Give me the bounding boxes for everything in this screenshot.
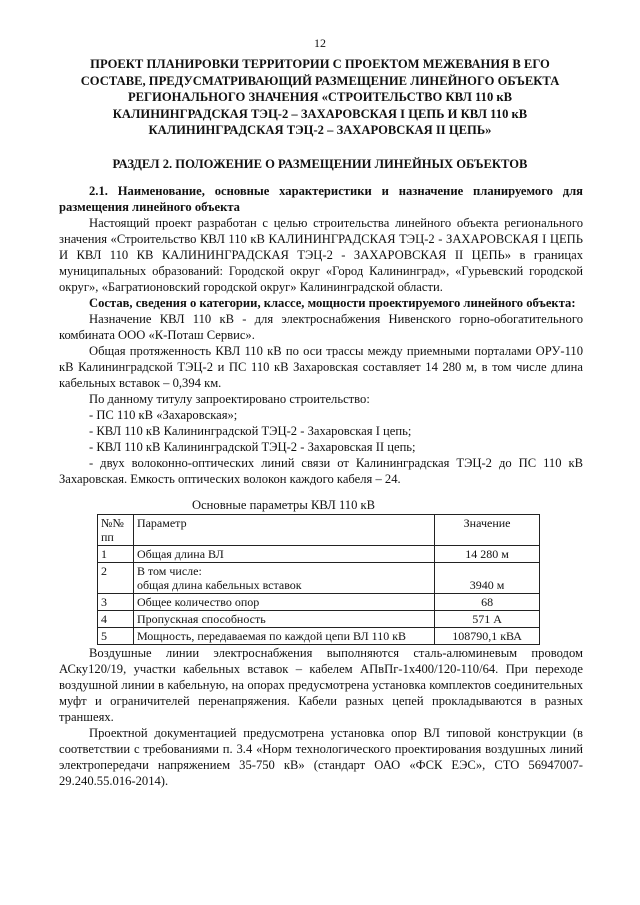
- header-cell-number: №№ пп: [98, 515, 134, 546]
- row-parameter: Пропускная способность: [133, 611, 434, 628]
- document-body: [59, 183, 583, 789]
- title-line: КАЛИНИНГРАДСКАЯ ТЭЦ-2 – ЗАХАРОВСКАЯ II ЦЕПЬ»: [148, 123, 492, 138]
- row-parameter: [133, 563, 434, 594]
- row-value: 14 280 м: [435, 546, 540, 563]
- list-item: - ПС 110 кВ «Захаровская»;: [89, 408, 238, 422]
- row-number: 3: [98, 594, 134, 611]
- row-number: 2: [98, 563, 134, 594]
- row-parameter-line: В том числе:: [136, 564, 202, 578]
- row-parameter: Мощность, передаваемая по каждой цепи ВЛ 110 кВ: [133, 628, 434, 645]
- list-item: - КВЛ 110 кВ Калининградской ТЭЦ-2 - Захаровская II цепь;: [89, 440, 416, 454]
- row-number: 1: [98, 546, 134, 563]
- row-value: 68: [435, 594, 540, 611]
- table-row: [98, 563, 540, 594]
- section-title: РАЗДЕЛ 2. ПОЛОЖЕНИЕ О РАЗМЕЩЕНИИ ЛИНЕЙНЫХ ОБЪЕКТОВ: [112, 157, 528, 171]
- row-value: 108790,1 кВА: [435, 628, 540, 645]
- row-parameter-line: общая длина кабельных вставок: [136, 578, 302, 592]
- paragraph-purpose: Назначение КВЛ 110 кВ - для электроснабжения Нивенского горно-обогатительного комбината ООО «К-Поташ Сервис».: [59, 312, 583, 342]
- row-parameter: Общее количество опор: [133, 594, 434, 611]
- table-row: [98, 611, 540, 628]
- paragraph-construction-intro: По данному титулу запроектировано строительство:: [89, 392, 370, 406]
- title-line: КАЛИНИНГРАДСКАЯ ТЭЦ-2 – ЗАХАРОВСКАЯ I ЦЕПЬ И КВЛ 110 кВ: [112, 106, 528, 121]
- document-title: [56, 56, 584, 139]
- paragraph-length: Общая протяженность КВЛ 110 кВ по оси трассы между приемными порталами ОРУ-110 кВ Калининградской ТЭЦ-2 и ПС 110 кВ Захаровская составляет 14 280 м, в том числе длина кабельных вставок – 0,394 км.: [59, 344, 583, 390]
- page-number: 12: [314, 36, 326, 50]
- title-line: ПРОЕКТ ПЛАНИРОВКИ ТЕРРИТОРИИ С ПРОЕКТОМ МЕЖЕВАНИЯ В ЕГО: [90, 57, 550, 71]
- paragraph-cables: Воздушные линии электроснабжения выполняются сталь-алюминевым проводом АСку120/19, участки кабельных вставок – кабелем АПвПг-1х400/120-110/64. При переходе воздушной линии в кабельную, на опорах предусмотрена установка комплектов соединительных муфт и ограничителей перенапряжения. Кабели разных цепей прокладываются в разных траншеях.: [59, 646, 583, 724]
- row-number: 5: [98, 628, 134, 645]
- table-caption: Основные параметры КВЛ 110 кВ: [192, 498, 376, 512]
- paragraph-supports: Проектной документацией предусмотрена установка опор ВЛ типовой конструкции (в соответствии с требованиями п. 3.4 «Норм технологического проектирования воздушных линий электропередачи напряжением 35-750 кВ» (стандарт ОАО «ФСК ЕЭС», СТО 56947007-29.240.55.016-2014).: [59, 726, 583, 788]
- paragraph-intro: Настоящий проект разработан с целью строительства линейного объекта регионального значения «Строительство КВЛ 110 кВ КАЛИНИНГРАДСКАЯ ТЭЦ-2 - ЗАХАРОВСКАЯ I ЦЕПЬ И КВЛ 110 КВ КАЛИНИНГРАДСКАЯ ТЭЦ-2 - ЗАХАРОВСКАЯ II ЦЕПЬ» в границах муниципальных образований: Городской округ «Город Калининград», «Гурьевский городской округ», «Багратионовский городской округ» Калининградской области.: [59, 216, 583, 294]
- table-header-row: [98, 515, 540, 546]
- title-line: РЕГИОНАЛЬНОГО ЗНАЧЕНИЯ «СТРОИТЕЛЬСТВО КВЛ 110 кВ: [127, 90, 513, 105]
- header-cell-value: Значение: [435, 515, 540, 546]
- subsection-title: 2.1. Наименование, основные характеристики и назначение планируемого для размещения линейного объекта: [59, 184, 583, 214]
- row-value: 571 А: [435, 611, 540, 628]
- list-item: - двух волоконно-оптических линий связи от Калининградская ТЭЦ-2 до ПС 110 кВ Захаровская. Емкость оптических волокон каждого кабеля – 24.: [59, 456, 583, 486]
- parameters-table: [97, 514, 540, 645]
- table-row: [98, 594, 540, 611]
- subsection-heading: Состав, сведения о категории, классе, мощности проектируемого линейного объекта:: [89, 296, 576, 310]
- header-cell-parameter: Параметр: [133, 515, 434, 546]
- row-parameter: Общая длина ВЛ: [133, 546, 434, 563]
- table-row: [98, 546, 540, 563]
- list-item: - КВЛ 110 кВ Калининградской ТЭЦ-2 - Захаровская I цепь;: [89, 424, 412, 438]
- table-row: [98, 628, 540, 645]
- title-line: СОСТАВЕ, ПРЕДУСМАТРИВАЮЩИЙ РАЗМЕЩЕНИЕ ЛИНЕЙНОГО ОБЪЕКТА: [80, 73, 560, 88]
- row-value: 3940 м: [435, 563, 540, 594]
- row-number: 4: [98, 611, 134, 628]
